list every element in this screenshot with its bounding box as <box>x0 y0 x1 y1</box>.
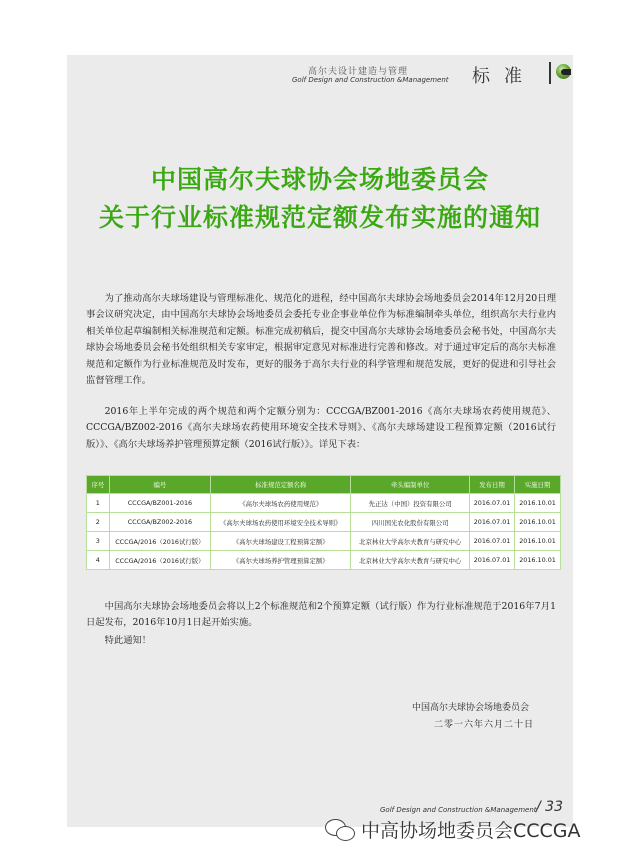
watermark-text: 中高协场地委员会CCCGA <box>361 820 581 842</box>
table-row <box>87 551 561 570</box>
notice-closing: 特此通知！ <box>104 635 152 646</box>
table-cell: 3 <box>87 532 110 551</box>
table-cell: 先正达（中国）投资有限公司 <box>351 494 470 513</box>
table-cell: 2016.10.01 <box>515 551 561 570</box>
golf-ball-icon <box>556 64 571 79</box>
table-header-cell: 牵头编制单位 <box>351 476 470 494</box>
table-cell: CCCGA/BZ001-2016 <box>109 494 210 513</box>
table-cell: 2016.07.01 <box>470 551 515 570</box>
table-cell: 四川国光农化股份有限公司 <box>351 513 470 532</box>
signature-date: 二零一六年六月二十日 <box>434 720 535 730</box>
table-cell: 2016.07.01 <box>470 513 515 532</box>
table-cell: 2016.07.01 <box>470 532 515 551</box>
table-cell: 北京林业大学高尔夫教育与研究中心 <box>351 532 470 551</box>
table-cell: 4 <box>87 551 110 570</box>
table-header-cell: 编号 <box>109 476 210 494</box>
table-header-cell: 发布日期 <box>470 476 515 494</box>
table-cell: 《高尔夫球场农药使用规范》 <box>211 494 351 513</box>
table-row <box>87 513 561 532</box>
header-title-en: Golf Design and Construction &Management <box>292 76 449 84</box>
table-row <box>87 532 561 551</box>
table-header-row <box>87 476 561 494</box>
table-cell: 北京林业大学高尔夫教育与研究中心 <box>351 551 470 570</box>
table-row <box>87 494 561 513</box>
header-divider <box>549 62 551 84</box>
table-header-cell: 标准规范定额名称 <box>211 476 351 494</box>
header-title-cn: 高尔夫设计建造与管理 <box>308 67 409 77</box>
table-cell: 2016.10.01 <box>515 494 561 513</box>
table-header-cell: 序号 <box>87 476 110 494</box>
table-cell: 《高尔夫球场农药使用环境安全技术导则》 <box>211 513 351 532</box>
notice-paragraph-1: 为了推动高尔夫球场建设与管理标准化、规范化的进程，经中国高尔夫球协会场地委员会2014年12月20日理事会议研究决定，由中国高尔夫球协会场地委员会委托专业企事业单位作为标准编制牵头单位，组织高尔夫行业内相关单位起草编制相关标准规范和定额。标准完成初稿后，提交中国高尔夫球协会场地委员会秘书处，中国高尔夫球协会场地委员会秘书处组织相关专家审定，根据审定意见对标准进行完善和修改。对于通过审定后的高尔夫标准规范和定额作为行业标准规范及时发布，更好的服务于高尔夫行业的科学管理和规范发展，更好的促进和引导社会监督管理工作。 <box>86 293 556 387</box>
table-cell: CCCGA/2016（2016试行版） <box>109 551 210 570</box>
table-cell: 《高尔夫球场建设工程预算定额》 <box>211 532 351 551</box>
table-cell: 2016.10.01 <box>515 513 561 532</box>
table-header-cell: 实施日期 <box>515 476 561 494</box>
section-label: 标准 <box>472 66 536 87</box>
signature-org: 中国高尔夫球协会场地委员会 <box>412 703 530 713</box>
footer-english: Golf Design and Construction &Management <box>380 806 537 814</box>
table-cell: 2016.07.01 <box>470 494 515 513</box>
notice-paragraph-3: 中国高尔夫球协会场地委员会将以上2个标准规范和2个预算定额（试行版）作为行业标准规范于2016年7月1日起发布，2016年10月1日起开始实施。 <box>86 601 556 629</box>
notice-title-line1: 中国高尔夫球协会场地委员会 <box>150 165 489 194</box>
notice-title-line2: 关于行业标准规范定额发布实施的通知 <box>98 203 541 232</box>
table-cell: CCCGA/2016（2016试行版） <box>109 532 210 551</box>
notice-paragraph-2: 2016年上半年完成的两个规范和两个定额分别为：CCCGA/BZ001-2016《高尔夫球场农药使用规范》、CCCGA/BZ002-2016《高尔夫球场农药使用环境安全技术导则》、《高尔夫球场建设工程预算定额（2016试行版）》、《高尔夫球场养护管理预算定额（2016试行版）》。详见下表： <box>86 406 556 450</box>
page-number: / 33 <box>536 799 563 815</box>
standards-table <box>86 475 561 570</box>
watermark <box>325 816 581 843</box>
table-cell: 《高尔夫球场养护管理预算定额》 <box>211 551 351 570</box>
wechat-icon <box>325 818 355 842</box>
table-cell: 2 <box>87 513 110 532</box>
table-cell: 1 <box>87 494 110 513</box>
table-cell: 2016.10.01 <box>515 532 561 551</box>
table-cell: CCCGA/BZ002-2016 <box>109 513 210 532</box>
